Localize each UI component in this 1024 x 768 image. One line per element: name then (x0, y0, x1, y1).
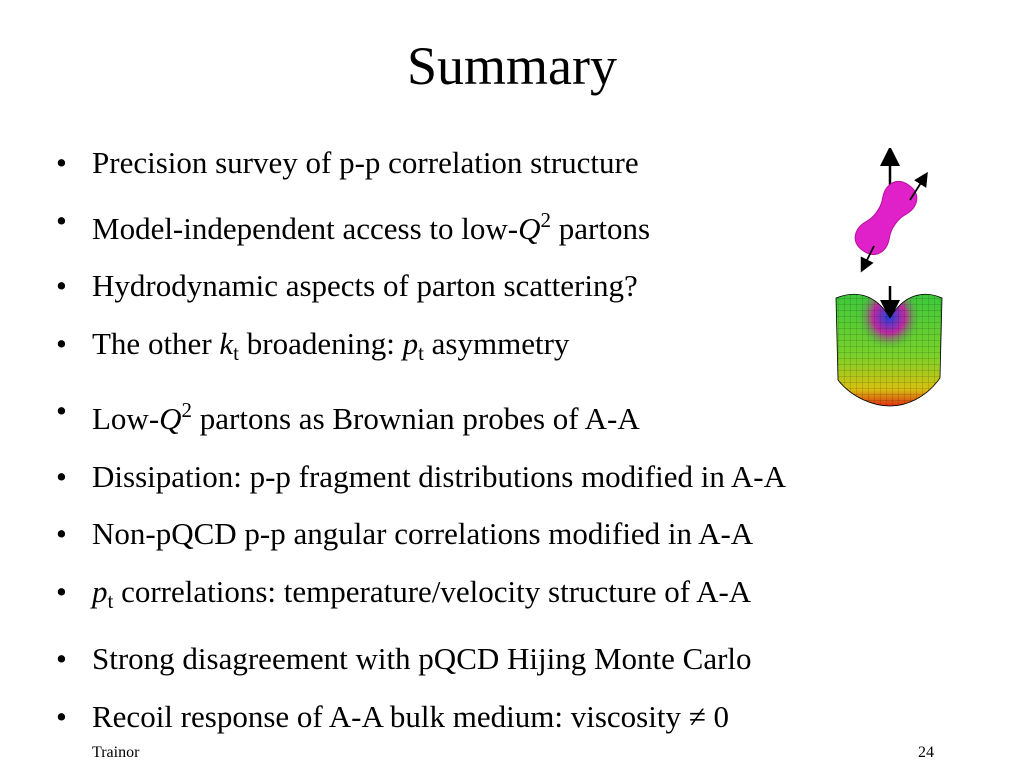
correlation-surface (836, 294, 942, 406)
bullet-dot: • (56, 202, 67, 238)
math-variable: p (402, 325, 419, 361)
bullet-item (56, 505, 786, 563)
bullet-item (56, 382, 786, 448)
subscript: t (418, 340, 424, 365)
bullet-dot: • (56, 516, 67, 551)
bullet-text: correlations: temperature/velocity structure of A-A (113, 573, 752, 609)
bullet-item (56, 563, 786, 631)
subscript: t (107, 588, 114, 613)
superscript: 2 (181, 398, 193, 422)
bullet-text: Non-pQCD p-p angular correlations modified in A-A (92, 516, 754, 551)
slide-title: Summary (407, 36, 617, 96)
bullet-text: asymmetry (423, 325, 570, 361)
bullet-text: Low- (92, 401, 160, 436)
math-variable: Q (159, 401, 182, 436)
bullet-dot: • (56, 458, 67, 494)
bullet-text: partons as Brownian probes of A-A (192, 401, 640, 436)
bullet-dot: • (56, 325, 67, 361)
bullet-item (56, 630, 786, 688)
bullet-dot: • (56, 698, 67, 734)
bullet-text: Precision survey of p-p correlation structure (92, 145, 639, 180)
bullet-item (56, 688, 786, 746)
math-variable: p (92, 573, 108, 609)
parton-figure (826, 148, 946, 408)
bullet-text: partons (551, 210, 651, 246)
bullet-text: The other (92, 325, 220, 361)
bullet-dot: • (56, 393, 67, 428)
bullet-item (56, 315, 786, 383)
dumbbell-shape (849, 176, 922, 261)
bullet-item (56, 134, 786, 192)
bullet-text: Recoil response of A-A bulk medium: viscosity ≠ 0 (92, 698, 729, 734)
page-number: 24 (918, 744, 934, 761)
math-variable: k (219, 325, 234, 361)
bullet-text: Dissipation: p-p fragment distributions modified in A-A (92, 458, 786, 494)
superscript: 2 (540, 207, 552, 232)
bullet-dot: • (56, 573, 67, 609)
bullet-item (56, 448, 786, 506)
bullet-dot: • (56, 641, 67, 676)
bullet-item (56, 257, 786, 315)
footer-author: Trainor (92, 744, 140, 761)
bullet-text: Model-independent access to low- (92, 210, 519, 246)
bullet-text: broadening: (239, 325, 403, 361)
bullet-text: Strong disagreement with pQCD Hijing Monte Carlo (92, 641, 752, 676)
bullet-list (56, 134, 786, 745)
bullet-text: Hydrodynamic aspects of parton scattering? (92, 268, 638, 303)
math-variable: Q (518, 210, 541, 246)
bullet-dot: • (56, 145, 67, 180)
bullet-dot: • (56, 268, 67, 303)
bullet-item (56, 192, 786, 258)
subscript: t (233, 340, 239, 365)
